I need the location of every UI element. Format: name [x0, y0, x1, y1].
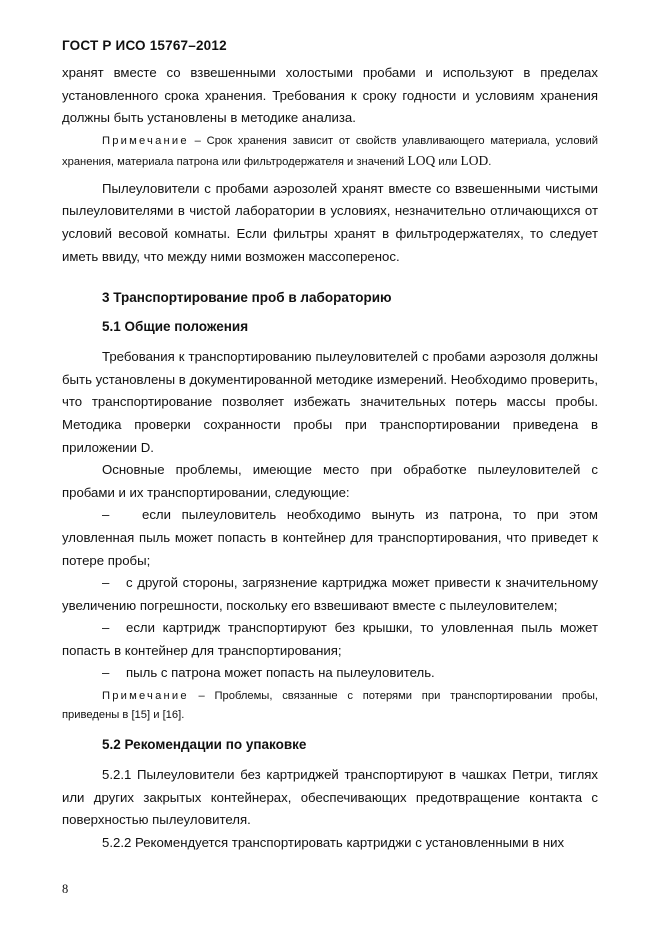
list-item-text: если пылеуловитель необходимо вынуть из патрона, то при этом уловленная пыль может попасть в контейнер для транспортирования, что приведет к потере пробы;	[62, 507, 598, 568]
list-item	[62, 504, 598, 572]
dash-marker: –	[102, 620, 110, 636]
list-item	[62, 572, 598, 617]
note-transport-losses	[62, 687, 598, 725]
paragraph-requirements: Требования к транспортированию пылеуловителей с пробами аэрозоля должны быть установлены в документированной методике измерений. Необходимо проверить, что транспортирование позволяет избежать значительных потерь массы пробы. Методика проверки сохранности пробы при транспортировании приведена в приложении D.	[62, 349, 598, 455]
note-end: .	[488, 155, 492, 168]
note-storage-period	[62, 132, 598, 172]
note-text: – Срок хранения зависит от свойств улавливающего материала, условий хранения, материала патрона или фильтродержателя и значений	[62, 134, 598, 168]
document-body	[62, 62, 598, 854]
list-item-text: с другой стороны, загрязнение картриджа может привести к значительному увеличению погрешности, поскольку его взвешивают вместе с пылеуловителем;	[62, 575, 598, 613]
list-item-text: если картридж транспортируют без крышки, то уловленная пыль может попасть в контейнер для транспортирования;	[62, 620, 598, 658]
paragraph-5-2-1: 5.2.1 Пылеуловители без картриджей транспортируют в чашках Петри, тиглях или других закрытых контейнерах, обеспечивающих предотвращение контакта с поверхностью пылеуловителя.	[62, 767, 598, 828]
page-number: 8	[62, 882, 69, 896]
note-text: – Проблемы, связанные с потерями при транспортировании пробы, приведены в [15] и [16].	[62, 690, 598, 722]
note-label: Примечание	[102, 134, 189, 147]
list-item	[62, 662, 598, 685]
note-or: или	[435, 155, 461, 168]
note-label: Примечание	[102, 690, 189, 703]
paragraph-5-2-2: 5.2.2 Рекомендуется транспортировать картриджи с установленными в них	[102, 834, 565, 850]
dash-marker: –	[102, 507, 110, 523]
paragraph-storage: Пылеуловители с пробами аэрозолей хранят вместе со взвешенными чистыми пылеуловителями в чистой лаборатории в условиях, незначительно отличающихся от условий весовой комнаты. Если фильтры хранят в фильтродержателях, то следует иметь ввиду, что между ними возможен массоперенос.	[62, 180, 598, 264]
paragraph-problems: Основные проблемы, имеющие место при обработке пылеуловителей с пробами и их транспортировании, следующие:	[62, 462, 598, 500]
list-item-text: пыль с патрона может попасть на пылеуловитель.	[126, 665, 435, 681]
section-5-2-title: 5.2 Рекомендации по упаковке	[102, 737, 307, 753]
dash-marker: –	[102, 575, 110, 591]
lod-abbr: LOD	[460, 152, 489, 168]
dash-marker: –	[102, 665, 110, 681]
section-5-1-title: 5.1 Общие положения	[102, 319, 249, 335]
loq-abbr: LOQ	[407, 152, 436, 168]
section-3-title: 3 Транспортирование проб в лабораторию	[102, 290, 392, 306]
document-header: ГОСТ Р ИСО 15767–2012	[62, 38, 227, 53]
list-item	[62, 617, 598, 662]
paragraph-intro: хранят вместе со взвешенными холостыми пробами и используют в пределах установленного срока хранения. Требования к сроку годности и условиям хранения должны быть установлены в методике анализа.	[62, 65, 598, 126]
